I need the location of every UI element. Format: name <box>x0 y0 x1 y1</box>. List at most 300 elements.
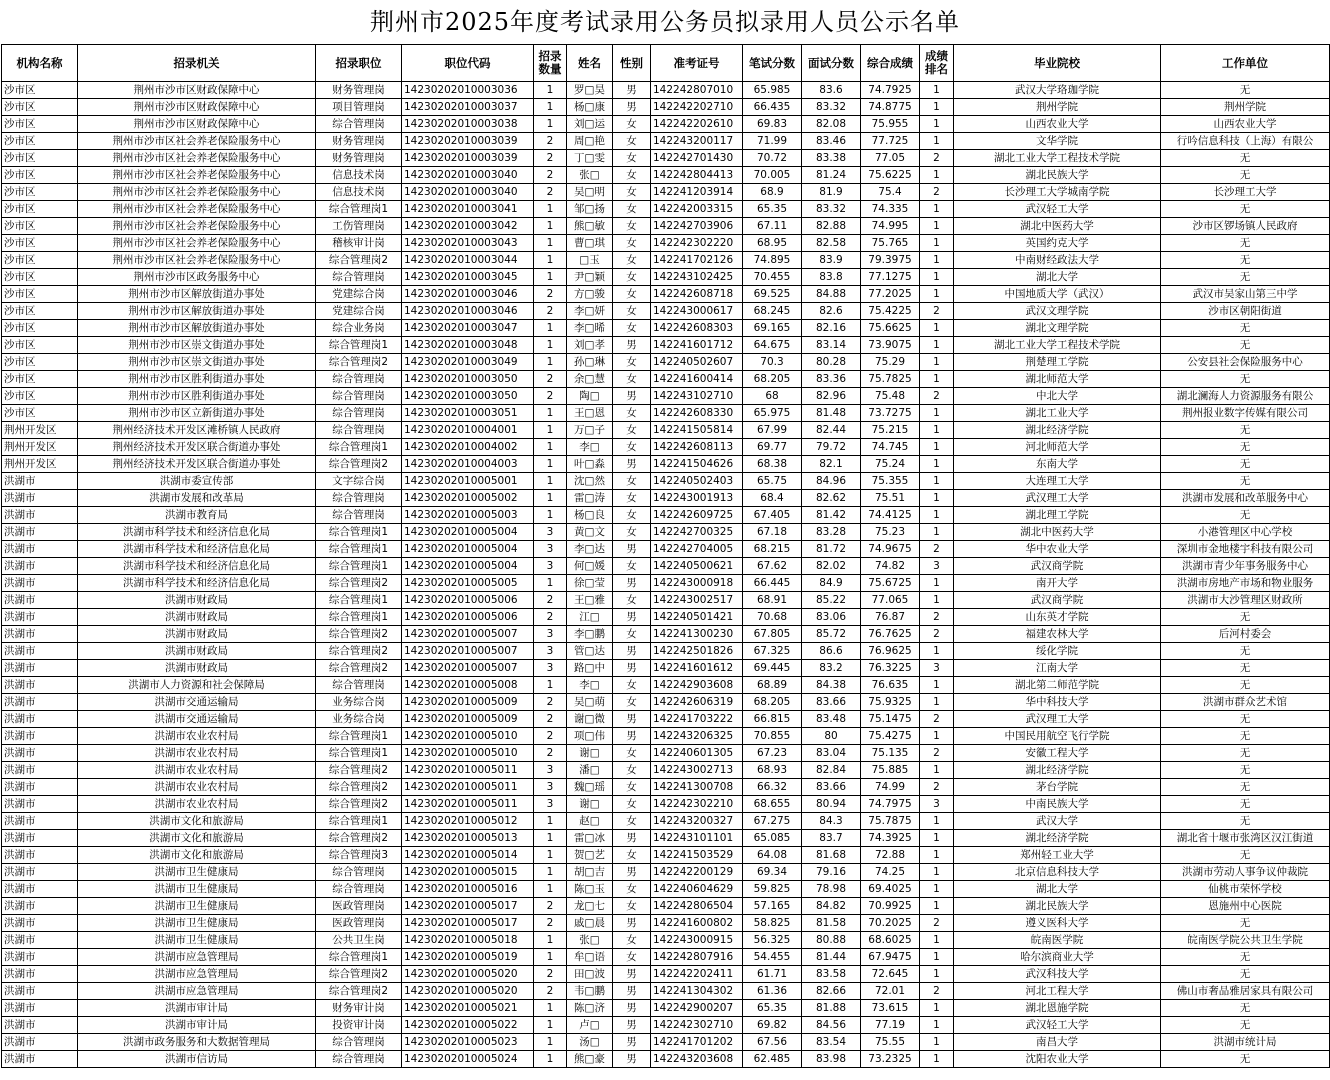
interview-score-cell: 80 <box>802 728 861 745</box>
exam-number-cell: 142242700325 <box>651 524 743 541</box>
org-name-cell: 沙市区 <box>2 184 78 201</box>
position-code-cell: 14230202010005023 <box>402 1034 534 1051</box>
name-cell: 管□达 <box>567 643 613 660</box>
employer-cell: 无 <box>1161 456 1330 473</box>
org-name-cell: 洪湖市 <box>2 711 78 728</box>
exam-number-cell: 142242903608 <box>651 677 743 694</box>
rank-cell: 1 <box>920 218 954 235</box>
interview-score-cell: 83.2 <box>802 660 861 677</box>
school-cell: 郑州轻工业大学 <box>954 847 1161 864</box>
written-score-cell: 74.895 <box>743 252 802 269</box>
org-name-cell: 荆州开发区 <box>2 422 78 439</box>
exam-number-cell: 142242501826 <box>651 643 743 660</box>
total-score-cell: 74.7925 <box>861 82 920 99</box>
total-score-cell: 73.9075 <box>861 337 920 354</box>
total-score-cell: 75.23 <box>861 524 920 541</box>
written-score-cell: 65.975 <box>743 405 802 422</box>
position-code-cell: 14230202010005004 <box>402 541 534 558</box>
position-code-cell: 14230202010003039 <box>402 150 534 167</box>
written-score-cell: 66.32 <box>743 779 802 796</box>
written-score-cell: 67.18 <box>743 524 802 541</box>
recruiting-agency-cell: 荆州市沙市区社会养老保险服务中心 <box>78 252 316 269</box>
table-row <box>2 915 1330 932</box>
exam-number-cell: 142242606319 <box>651 694 743 711</box>
table-row <box>2 218 1330 235</box>
rank-cell: 3 <box>920 796 954 813</box>
employer-cell: 无 <box>1161 1051 1330 1068</box>
position-cell: 综合管理岗2 <box>316 830 402 847</box>
written-score-cell: 54.455 <box>743 949 802 966</box>
recruiting-agency-cell: 荆州经济技术开发区滩桥镇人民政府 <box>78 422 316 439</box>
school-cell: 安徽工程大学 <box>954 745 1161 762</box>
rank-cell: 1 <box>920 337 954 354</box>
quota-cell: 1 <box>534 456 567 473</box>
exam-number-cell: 142241701202 <box>651 1034 743 1051</box>
school-cell: 武汉商学院 <box>954 558 1161 575</box>
gender-cell: 男 <box>613 541 651 558</box>
org-name-cell: 沙市区 <box>2 388 78 405</box>
org-name-cell: 洪湖市 <box>2 490 78 507</box>
total-score-cell: 76.635 <box>861 677 920 694</box>
rank-cell: 2 <box>920 711 954 728</box>
quota-cell: 1 <box>534 252 567 269</box>
position-code-cell: 14230202010003039 <box>402 133 534 150</box>
school-cell: 长沙理工大学城南学院 <box>954 184 1161 201</box>
interview-score-cell: 86.6 <box>802 643 861 660</box>
org-name-cell: 洪湖市 <box>2 1034 78 1051</box>
gender-cell: 女 <box>613 286 651 303</box>
interview-score-cell: 81.42 <box>802 507 861 524</box>
position-code-cell: 14230202010005001 <box>402 473 534 490</box>
name-cell: 刘□运 <box>567 116 613 133</box>
gender-cell: 女 <box>613 762 651 779</box>
total-score-cell: 75.215 <box>861 422 920 439</box>
org-name-cell: 洪湖市 <box>2 864 78 881</box>
quota-cell: 2 <box>534 694 567 711</box>
school-cell: 绥化学院 <box>954 643 1161 660</box>
table-row <box>2 439 1330 456</box>
name-cell: 王□雅 <box>567 592 613 609</box>
org-name-cell: 沙市区 <box>2 337 78 354</box>
interview-score-cell: 79.72 <box>802 439 861 456</box>
total-score-cell: 79.3975 <box>861 252 920 269</box>
recruiting-agency-cell: 荆州经济技术开发区联合街道办事处 <box>78 439 316 456</box>
rank-cell: 1 <box>920 116 954 133</box>
total-score-cell: 77.05 <box>861 150 920 167</box>
recruiting-agency-cell: 洪湖市人力资源和社会保障局 <box>78 677 316 694</box>
position-code-cell: 14230202010005015 <box>402 864 534 881</box>
table-row <box>2 626 1330 643</box>
position-code-cell: 14230202010003038 <box>402 116 534 133</box>
total-score-cell: 75.6225 <box>861 167 920 184</box>
gender-cell: 女 <box>613 745 651 762</box>
quota-cell: 1 <box>534 932 567 949</box>
name-cell: 魏□瑶 <box>567 779 613 796</box>
rank-cell: 2 <box>920 303 954 320</box>
exam-number-cell: 142241504626 <box>651 456 743 473</box>
position-code-cell: 14230202010005020 <box>402 983 534 1000</box>
name-cell: 黄□文 <box>567 524 613 541</box>
quota-cell: 3 <box>534 796 567 813</box>
school-cell: 湖北经济学院 <box>954 422 1161 439</box>
rank-cell: 1 <box>920 966 954 983</box>
written-score-cell: 67.11 <box>743 218 802 235</box>
written-score-cell: 67.805 <box>743 626 802 643</box>
rank-cell: 1 <box>920 932 954 949</box>
rank-cell: 1 <box>920 1034 954 1051</box>
name-cell: 熊□敏 <box>567 218 613 235</box>
total-score-cell: 74.82 <box>861 558 920 575</box>
employer-cell: 无 <box>1161 711 1330 728</box>
total-score-cell: 73.615 <box>861 1000 920 1017</box>
rank-cell: 1 <box>920 201 954 218</box>
quota-cell: 2 <box>534 966 567 983</box>
total-score-cell: 76.9625 <box>861 643 920 660</box>
name-cell: 卢□ <box>567 1017 613 1034</box>
total-score-cell: 75.355 <box>861 473 920 490</box>
quota-cell: 1 <box>534 473 567 490</box>
recruiting-agency-cell: 洪湖市教育局 <box>78 507 316 524</box>
name-cell: 陈□济 <box>567 1000 613 1017</box>
total-score-cell: 75.55 <box>861 1034 920 1051</box>
exam-number-cell: 142242900207 <box>651 1000 743 1017</box>
written-score-cell: 59.825 <box>743 881 802 898</box>
employer-cell: 公安县社会保险服务中心 <box>1161 354 1330 371</box>
interview-score-cell: 81.72 <box>802 541 861 558</box>
rank-cell: 2 <box>920 983 954 1000</box>
recruiting-agency-cell: 荆州市沙市区财政保障中心 <box>78 82 316 99</box>
table-row <box>2 592 1330 609</box>
quota-cell: 1 <box>534 354 567 371</box>
rank-cell: 1 <box>920 456 954 473</box>
table-row <box>2 575 1330 592</box>
exam-number-cell: 142243000918 <box>651 575 743 592</box>
quota-cell: 2 <box>534 371 567 388</box>
quota-cell: 2 <box>534 728 567 745</box>
total-score-cell: 75.6725 <box>861 575 920 592</box>
name-cell: 江□ <box>567 609 613 626</box>
total-score-cell: 75.4275 <box>861 728 920 745</box>
name-cell: 胡□吉 <box>567 864 613 881</box>
exam-number-cell: 142241702126 <box>651 252 743 269</box>
name-cell: 丁□雯 <box>567 150 613 167</box>
table-row <box>2 898 1330 915</box>
position-code-cell: 14230202010003046 <box>402 286 534 303</box>
exam-number-cell: 142242701430 <box>651 150 743 167</box>
table-row <box>2 558 1330 575</box>
interview-score-cell: 83.46 <box>802 133 861 150</box>
gender-cell: 男 <box>613 456 651 473</box>
exam-number-cell: 142243203608 <box>651 1051 743 1068</box>
written-score-cell: 68.93 <box>743 762 802 779</box>
total-score-cell: 67.9475 <box>861 949 920 966</box>
table-row <box>2 473 1330 490</box>
recruiting-agency-cell: 洪湖市委宣传部 <box>78 473 316 490</box>
recruiting-agency-cell: 荆州市沙市区立新街道办事处 <box>78 405 316 422</box>
rank-cell: 1 <box>920 320 954 337</box>
position-cell: 综合管理岗 <box>316 864 402 881</box>
employer-cell: 沙市区朝阳街道 <box>1161 303 1330 320</box>
recruiting-agency-cell: 洪湖市科学技术和经济信息化局 <box>78 524 316 541</box>
written-score-cell: 68.205 <box>743 694 802 711</box>
position-cell: 综合管理岗 <box>316 881 402 898</box>
interview-score-cell: 82.1 <box>802 456 861 473</box>
position-cell: 财务管理岗 <box>316 82 402 99</box>
exam-number-cell: 142242003315 <box>651 201 743 218</box>
position-cell: 医政管理岗 <box>316 915 402 932</box>
table-row <box>2 847 1330 864</box>
rank-cell: 1 <box>920 1000 954 1017</box>
header-row <box>2 45 1330 82</box>
quota-cell: 1 <box>534 677 567 694</box>
interview-score-cell: 81.68 <box>802 847 861 864</box>
quota-cell: 1 <box>534 116 567 133</box>
recruiting-agency-cell: 荆州市沙市区解放街道办事处 <box>78 303 316 320</box>
rank-cell: 1 <box>920 524 954 541</box>
employer-cell: 洪湖市房地产市场和物业服务 <box>1161 575 1330 592</box>
recruiting-agency-cell: 荆州市沙市区解放街道办事处 <box>78 286 316 303</box>
table-row <box>2 1034 1330 1051</box>
name-cell: 戚□晨 <box>567 915 613 932</box>
exam-number-cell: 142241300708 <box>651 779 743 796</box>
employer-cell: 洪湖市劳动人事争议仲裁院 <box>1161 864 1330 881</box>
written-score-cell: 68.205 <box>743 371 802 388</box>
position-cell: 综合管理岗 <box>316 116 402 133</box>
column-header-name: 姓名 <box>567 45 613 82</box>
name-cell: 张□ <box>567 167 613 184</box>
position-code-cell: 14230202010003037 <box>402 99 534 116</box>
interview-score-cell: 82.16 <box>802 320 861 337</box>
interview-score-cell: 81.48 <box>802 405 861 422</box>
position-code-cell: 14230202010003041 <box>402 201 534 218</box>
employer-cell: 无 <box>1161 745 1330 762</box>
recruiting-agency-cell: 荆州经济技术开发区联合街道办事处 <box>78 456 316 473</box>
gender-cell: 男 <box>613 660 651 677</box>
recruiting-agency-cell: 荆州市沙市区社会养老保险服务中心 <box>78 218 316 235</box>
quota-cell: 2 <box>534 133 567 150</box>
interview-score-cell: 83.66 <box>802 779 861 796</box>
name-cell: 吴□明 <box>567 184 613 201</box>
position-code-cell: 14230202010005024 <box>402 1051 534 1068</box>
org-name-cell: 洪湖市 <box>2 575 78 592</box>
org-name-cell: 洪湖市 <box>2 796 78 813</box>
gender-cell: 女 <box>613 405 651 422</box>
table-row <box>2 252 1330 269</box>
employer-cell: 无 <box>1161 677 1330 694</box>
interview-score-cell: 83.06 <box>802 609 861 626</box>
written-score-cell: 70.455 <box>743 269 802 286</box>
employer-cell: 无 <box>1161 150 1330 167</box>
employer-cell: 无 <box>1161 371 1330 388</box>
column-header-recruiting-agency: 招录机关 <box>78 45 316 82</box>
position-cell: 综合管理岗2 <box>316 643 402 660</box>
table-row <box>2 711 1330 728</box>
written-score-cell: 65.35 <box>743 201 802 218</box>
quota-cell: 1 <box>534 405 567 422</box>
quota-cell: 1 <box>534 1000 567 1017</box>
interview-score-cell: 80.94 <box>802 796 861 813</box>
total-score-cell: 74.745 <box>861 439 920 456</box>
exam-number-cell: 142242703906 <box>651 218 743 235</box>
school-cell: 河北师范大学 <box>954 439 1161 456</box>
gender-cell: 女 <box>613 150 651 167</box>
school-cell: 茅台学院 <box>954 779 1161 796</box>
gender-cell: 女 <box>613 439 651 456</box>
exam-number-cell: 142241600414 <box>651 371 743 388</box>
gender-cell: 男 <box>613 1051 651 1068</box>
total-score-cell: 75.765 <box>861 235 920 252</box>
exam-number-cell: 142243102425 <box>651 269 743 286</box>
interview-score-cell: 84.96 <box>802 473 861 490</box>
org-name-cell: 沙市区 <box>2 286 78 303</box>
exam-number-cell: 142242200129 <box>651 864 743 881</box>
org-name-cell: 洪湖市 <box>2 524 78 541</box>
table-row <box>2 677 1330 694</box>
written-score-cell: 68 <box>743 388 802 405</box>
school-cell: 文华学院 <box>954 133 1161 150</box>
gender-cell: 女 <box>613 881 651 898</box>
position-code-cell: 14230202010003049 <box>402 354 534 371</box>
total-score-cell: 74.7975 <box>861 796 920 813</box>
name-cell: 杨□良 <box>567 507 613 524</box>
exam-number-cell: 142243002713 <box>651 762 743 779</box>
quota-cell: 2 <box>534 167 567 184</box>
name-cell: 谢□微 <box>567 711 613 728</box>
quota-cell: 1 <box>534 1051 567 1068</box>
gender-cell: 女 <box>613 473 651 490</box>
recruiting-agency-cell: 洪湖市农业农村局 <box>78 745 316 762</box>
recruiting-agency-cell: 洪湖市审计局 <box>78 1017 316 1034</box>
written-score-cell: 68.4 <box>743 490 802 507</box>
total-score-cell: 70.2025 <box>861 915 920 932</box>
employer-cell: 荆州学院 <box>1161 99 1330 116</box>
employer-cell: 恩施州中心医院 <box>1161 898 1330 915</box>
interview-score-cell: 83.38 <box>802 150 861 167</box>
quota-cell: 3 <box>534 762 567 779</box>
exam-number-cell: 142243001913 <box>651 490 743 507</box>
exam-number-cell: 142242202610 <box>651 116 743 133</box>
position-code-cell: 14230202010005006 <box>402 592 534 609</box>
total-score-cell: 74.995 <box>861 218 920 235</box>
gender-cell: 男 <box>613 82 651 99</box>
rank-cell: 1 <box>920 1051 954 1068</box>
name-cell: 李□ <box>567 677 613 694</box>
gender-cell: 女 <box>613 218 651 235</box>
employer-cell: 荆州报业数字传媒有限公司 <box>1161 405 1330 422</box>
org-name-cell: 洪湖市 <box>2 660 78 677</box>
interview-score-cell: 83.54 <box>802 1034 861 1051</box>
position-code-cell: 14230202010005008 <box>402 677 534 694</box>
employer-cell: 无 <box>1161 422 1330 439</box>
total-score-cell: 75.135 <box>861 745 920 762</box>
employer-cell: 无 <box>1161 643 1330 660</box>
recruiting-agency-cell: 荆州市沙市区崇文街道办事处 <box>78 354 316 371</box>
written-score-cell: 67.275 <box>743 813 802 830</box>
rank-cell: 1 <box>920 286 954 303</box>
position-cell: 综合管理岗 <box>316 388 402 405</box>
org-name-cell: 沙市区 <box>2 354 78 371</box>
position-cell: 业务综合岗 <box>316 694 402 711</box>
name-cell: 牟□语 <box>567 949 613 966</box>
org-name-cell: 沙市区 <box>2 405 78 422</box>
school-cell: 武汉大学 <box>954 813 1161 830</box>
written-score-cell: 67.325 <box>743 643 802 660</box>
gender-cell: 女 <box>613 235 651 252</box>
interview-score-cell: 82.96 <box>802 388 861 405</box>
written-score-cell: 70.855 <box>743 728 802 745</box>
rank-cell: 1 <box>920 864 954 881</box>
position-code-cell: 14230202010004003 <box>402 456 534 473</box>
quota-cell: 1 <box>534 813 567 830</box>
gender-cell: 男 <box>613 711 651 728</box>
written-score-cell: 70.3 <box>743 354 802 371</box>
position-code-cell: 14230202010005020 <box>402 966 534 983</box>
table-row <box>2 354 1330 371</box>
rank-cell: 1 <box>920 439 954 456</box>
exam-number-cell: 142243000915 <box>651 932 743 949</box>
page-title: 荆州市2025年度考试录用公务员拟录用人员公示名单 <box>369 8 961 36</box>
position-cell: 综合管理岗 <box>316 507 402 524</box>
school-cell: 福建农林大学 <box>954 626 1161 643</box>
quota-cell: 3 <box>534 660 567 677</box>
org-name-cell: 沙市区 <box>2 201 78 218</box>
recruiting-agency-cell: 洪湖市文化和旅游局 <box>78 847 316 864</box>
total-score-cell: 75.24 <box>861 456 920 473</box>
position-cell: 综合管理岗1 <box>316 728 402 745</box>
total-score-cell: 74.3925 <box>861 830 920 847</box>
written-score-cell: 67.405 <box>743 507 802 524</box>
employer-cell: 无 <box>1161 813 1330 830</box>
total-score-cell: 75.4225 <box>861 303 920 320</box>
org-name-cell: 沙市区 <box>2 133 78 150</box>
gender-cell: 男 <box>613 575 651 592</box>
school-cell: 哈尔滨商业大学 <box>954 949 1161 966</box>
total-score-cell: 75.4 <box>861 184 920 201</box>
gender-cell: 女 <box>613 167 651 184</box>
position-cell: 综合管理岗 <box>316 422 402 439</box>
gender-cell: 女 <box>613 269 651 286</box>
table-row <box>2 150 1330 167</box>
gender-cell: 男 <box>613 830 651 847</box>
school-cell: 湖北恩施学院 <box>954 1000 1161 1017</box>
org-name-cell: 沙市区 <box>2 150 78 167</box>
school-cell: 东南大学 <box>954 456 1161 473</box>
position-code-cell: 14230202010004002 <box>402 439 534 456</box>
written-score-cell: 65.75 <box>743 473 802 490</box>
table-row <box>2 405 1330 422</box>
school-cell: 沈阳农业大学 <box>954 1051 1161 1068</box>
exam-number-cell: 142241203914 <box>651 184 743 201</box>
org-name-cell: 洪湖市 <box>2 898 78 915</box>
name-cell: 徐□莹 <box>567 575 613 592</box>
written-score-cell: 67.99 <box>743 422 802 439</box>
gender-cell: 女 <box>613 558 651 575</box>
gender-cell: 女 <box>613 694 651 711</box>
gender-cell: 女 <box>613 932 651 949</box>
rank-cell: 1 <box>920 99 954 116</box>
quota-cell: 2 <box>534 915 567 932</box>
written-score-cell: 64.675 <box>743 337 802 354</box>
interview-score-cell: 81.9 <box>802 184 861 201</box>
rank-cell: 2 <box>920 915 954 932</box>
quota-cell: 1 <box>534 218 567 235</box>
recruiting-agency-cell: 荆州市沙市区社会养老保险服务中心 <box>78 235 316 252</box>
gender-cell: 女 <box>613 303 651 320</box>
total-score-cell: 74.25 <box>861 864 920 881</box>
position-code-cell: 14230202010005003 <box>402 507 534 524</box>
rank-cell: 2 <box>920 779 954 796</box>
exam-number-cell: 142242608718 <box>651 286 743 303</box>
